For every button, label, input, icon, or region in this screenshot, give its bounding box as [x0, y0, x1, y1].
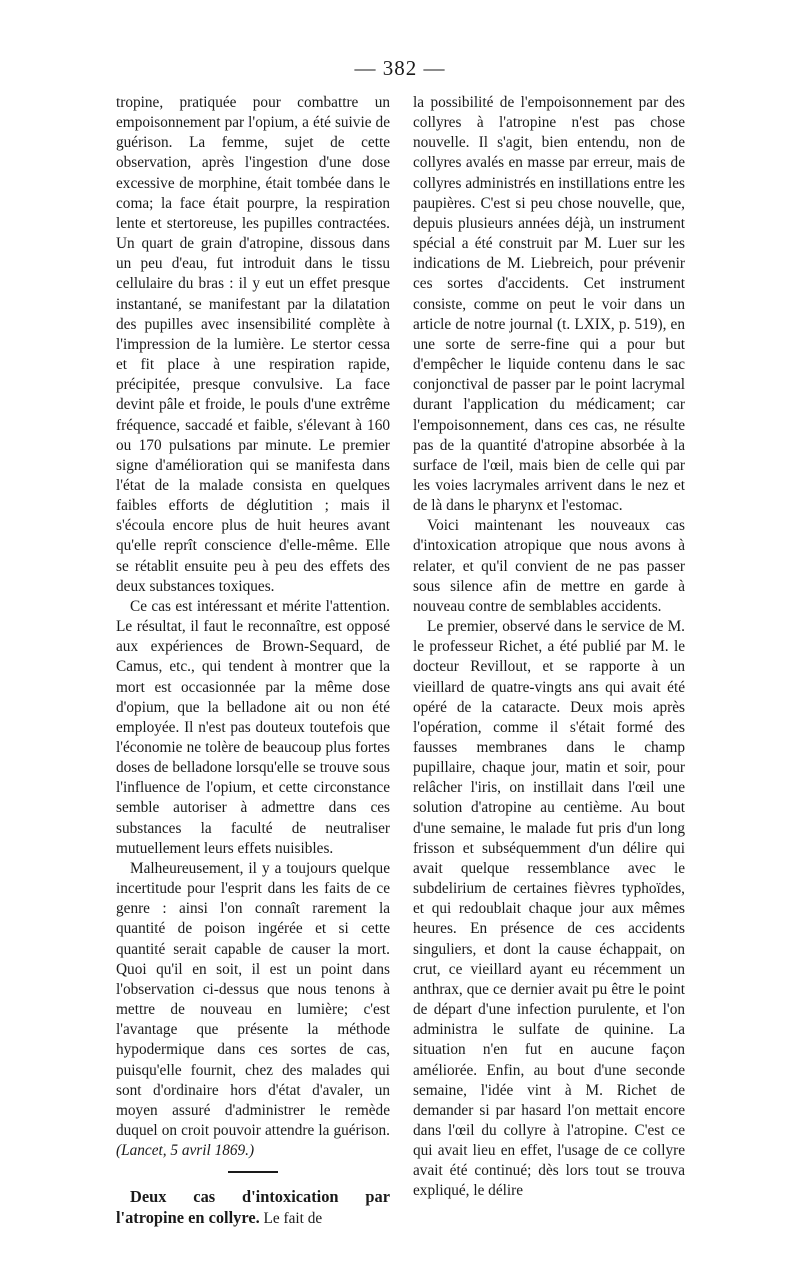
- right-paragraph-2-text: Voici maintenant les nouveaux cas d'intoxication atropique que nous avons à relater, et qu'il convient de ne pas passer sous silence afin de mettre en garde à nouveau contre de semblables accidents.: [413, 517, 685, 615]
- right-paragraph-3-text: Le premier, observé dans le service de M. le professeur Richet, a été publié par M. le docteur Revillout, et se rapporte à un vieillard de quatre-vingts ans qui avait été opéré de la cataracte. Deux mois après l'opération, comme il s'était formé des fausses membranes dans le champ pupillaire, chaque jour, matin et soir, pour relâcher l'iris, on instillait dans l'œil une solution d'atropine au centième. Au bout d'une semaine, le malade fut pris d'un long frisson et subséquemment d'un délire qui avait quelque ressemblance avec le subdelirium de certaines fièvres typhoïdes, et qui redoublait chaque jour aux mêmes heures. En présence de ces accidents singuliers, et dont la cause échappait, on crut, ce vieillard ayant eu récemment un anthrax, que ce dernier avait pu être le point de départ d'une infection purulente, et l'on administra le sulfate de quinine. La situation n'en fut en aucune façon améliorée. Enfin, au bout d'une seconde semaine, l'idée vint à M. Richet de demander si par hasard l'on mettait encore dans l'œil du collyre à l'atropine. C'est ce qui avait lieu en effet, l'usage de ce collyre avait été continué; dès lors tout se trouva expliqué, le délire: [413, 618, 685, 1200]
- left-paragraph-2: [116, 597, 390, 859]
- section-intro: Le fait de: [263, 1210, 323, 1228]
- right-column: [413, 93, 685, 1202]
- left-paragraph-2-text: Ce cas est intéressant et mérite l'attention. Le résultat, il faut le reconnaître, est opposé aux expériences de Brown-Sequard, de Camus, etc., qui tendent à montrer que la mort est occasionnée par la même dose d'opium, que la belladone ait ou non été employée. Il n'est pas douteux toutefois que l'économie ne tolère de beaucoup plus fortes doses de belladone lorsqu'elle se trouve sous l'influence de l'opium, et cette circonstance semble autoriser à admettre dans ces substances la faculté de neutraliser mutuellement leurs effets nuisibles.: [116, 597, 390, 857]
- left-paragraph-1: tropine, pratiquée pour combattre un empoisonnement par l'opium, a été suivie de guérison. La femme, sujet de cette observation, après l'ingestion d'une dose excessive de morphine, était tombée dans le coma; la face était pourpre, la respiration lente et stertoreuse, les pupilles contractées. Un quart de grain d'atropine, dissous dans un peu d'eau, fut introduit dans le tissu cellulaire du bras : il y eut un effet presque instantané, se manifestant par la dilatation des pupilles avec insensibilité complète à l'impression de la lumière. Le stertor cessa et fit place à une respiration rapide, précipitée, presque convulsive. La face devint pâle et froide, le pouls d'une extrême fréquence, saccadé et faible, s'élevant à 160 ou 170 pulsations par minute. Le premier signe d'amélioration qui se manifesta dans l'état de la malade consista en quelques faibles efforts de déglutition ; mais il s'écoula encore plus de huit heures avant qu'elle reprît conscience d'elle-même. Elle se rétablit ensuite peu à peu des effets des deux substances toxiques.: [116, 94, 390, 595]
- section-divider: [228, 1171, 278, 1173]
- left-paragraph-3-text: Malheureusement, il y a toujours quelque incertitude pour l'esprit dans les faits de ce genre : ainsi l'on connaît rarement la quantité de poison ingérée et si cette quantité serait capable de causer la mort. Quoi qu'il en soit, il est un point dans l'observation ci-dessus que nous tenons à mettre de nouveau en lumière; c'est l'avantage que présente la méthode hypodermique dans ces sortes de cas, puisqu'elle fournit, chez des malades qui sont d'ordinaire hors d'état d'avaler, un moyen assuré d'administrer le remède duquel on croit pouvoir attendre la guérison.: [116, 859, 390, 1139]
- page-number: — 382 —: [354, 56, 446, 80]
- citation: (Lancet, 5 avril 1869.): [116, 1142, 255, 1160]
- left-paragraph-3: [116, 859, 390, 1161]
- right-paragraph-1: la possibilité de l'empoisonnement par des collyres à l'atropine n'est pas chose nouvelle. Il s'agit, bien entendu, non de collyres avalés en masse par erreur, mais de collyres administrés en instillations entre les paupières. C'est si peu chose nouvelle, que, depuis plusieurs années déjà, un instrument spécial a été construit par M. Luer sur les indications de M. Liebreich, pour prévenir ces sortes d'accidents. Cet instrument consiste, comme on peut le voir dans un article de notre journal (t. LXIX, p. 519), en une sorte de serre-fine qui a pour but d'empêcher le liquide contenu dans le sac conjonctival de passer par le point lacrymal durant l'application du médicament; car l'empoisonnement, dans ces cas, ne résulte pas de la quantité d'atropine absorbée à la surface de l'œil, mais bien de celle qui par les voies lacrymales arrivent dans le nez et de là dans le pharynx et l'estomac.: [413, 94, 685, 515]
- section-heading: Deux cas d'intoxication par l'atropine en collyre.: [116, 1187, 390, 1228]
- right-paragraph-3: [413, 617, 685, 1202]
- section-heading-paragraph: [116, 1187, 390, 1229]
- left-column: [116, 93, 390, 1230]
- right-paragraph-2: [413, 516, 685, 617]
